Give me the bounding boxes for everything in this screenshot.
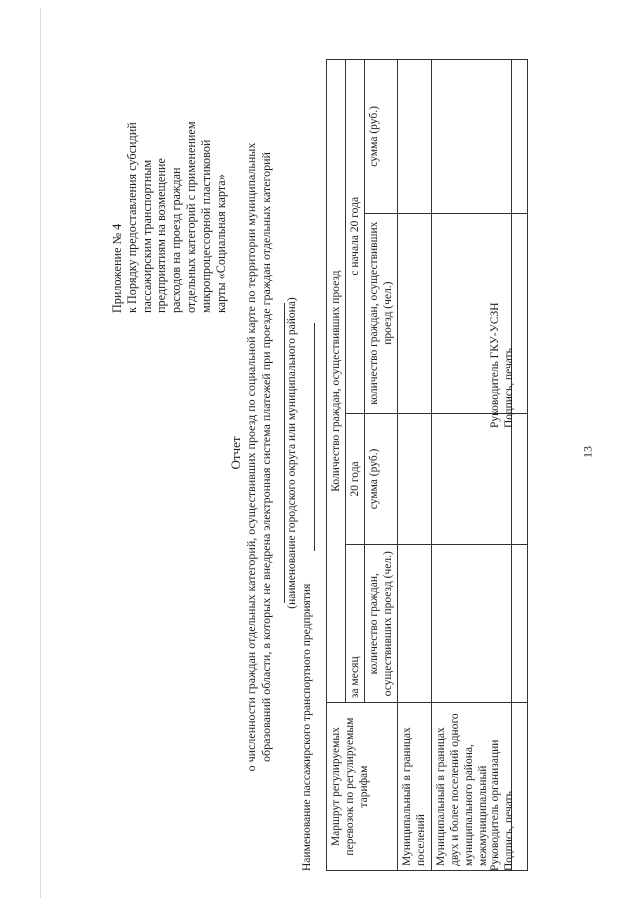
period-ytd: с начала 20 года <box>346 60 365 414</box>
report-title: Отчет <box>228 436 243 470</box>
col-citizens-ytd: количество граждан, осуществивших проезд (чел.) <box>365 213 398 413</box>
appendix-line: Приложение № 4 <box>110 223 124 313</box>
appendix-line: предприятиям на возмещение <box>154 158 169 313</box>
empty-cell <box>512 60 528 214</box>
route-cell: Муниципальный в границах двух и более поселений одного муниципального района, межмуниципальный <box>432 703 512 871</box>
appendix-line: пассажирским транспортным <box>139 159 154 313</box>
empty-cell <box>432 413 512 545</box>
empty-cell <box>398 60 432 214</box>
signature-right-title: Руководитель ГКУ-УСЗН <box>489 302 501 428</box>
period-month: за месяц <box>346 545 365 703</box>
appendix-line: микропроцессорной пластиковой <box>198 139 213 313</box>
appendix-line: отдельных категорий с применением <box>183 121 198 313</box>
territory-note: (наименование городского округа или муниципального района) <box>286 297 298 609</box>
report-subtitle-line: о численности граждан отдельных категорий, осуществивших проезд по социальной карте по территории муниципальных <box>244 142 258 772</box>
route-cell: Муниципальный в границах поселений <box>398 703 432 871</box>
empty-cell <box>512 545 528 703</box>
route-header: Маршрут регулируемых перевозок по регулируемым тарифам <box>327 703 398 871</box>
signature-left-title: Руководитель организации <box>489 739 501 871</box>
empty-cell <box>398 545 432 703</box>
territory-underline <box>284 303 285 603</box>
empty-cell <box>432 545 512 703</box>
empty-cell <box>398 413 432 545</box>
signature-right-sub: Подпись, печать <box>503 348 515 428</box>
empty-cell <box>432 60 512 214</box>
table-header-row <box>327 60 346 871</box>
col-sum-ytd: сумма (руб.) <box>365 60 398 214</box>
page-number: 13 <box>580 446 595 458</box>
appendix-line: расходов на проезд граждан <box>169 167 184 313</box>
signature-right <box>488 302 516 428</box>
empty-cell <box>512 413 528 545</box>
appendix-line: карты «Социальная карта» <box>213 174 228 313</box>
report-subtitle <box>244 57 274 857</box>
rotated-document <box>100 33 540 873</box>
appendix-block <box>110 43 228 313</box>
carrier-label: Наименование пассажирского транспортного предприятия <box>301 583 313 871</box>
page-edge <box>40 8 41 898</box>
period-month-year: 20 года <box>346 413 365 545</box>
count-header: Количество граждан, осуществивших проезд <box>327 60 346 703</box>
carrier-underline <box>314 323 315 551</box>
appendix-line: к Порядку предоставления субсидий <box>124 122 139 313</box>
report-subtitle-line: образований области, в которых не внедрена электронная система платежей при проезде граждан отдельных категорий <box>259 152 273 762</box>
signature-left-sub: Подпись, печать <box>503 791 515 871</box>
col-sum: сумма (руб.) <box>365 413 398 545</box>
col-citizens: количество граждан, осуществивших проезд (чел.) <box>365 545 398 703</box>
empty-cell <box>398 213 432 413</box>
table-row <box>398 60 432 871</box>
signature-left <box>488 740 516 871</box>
